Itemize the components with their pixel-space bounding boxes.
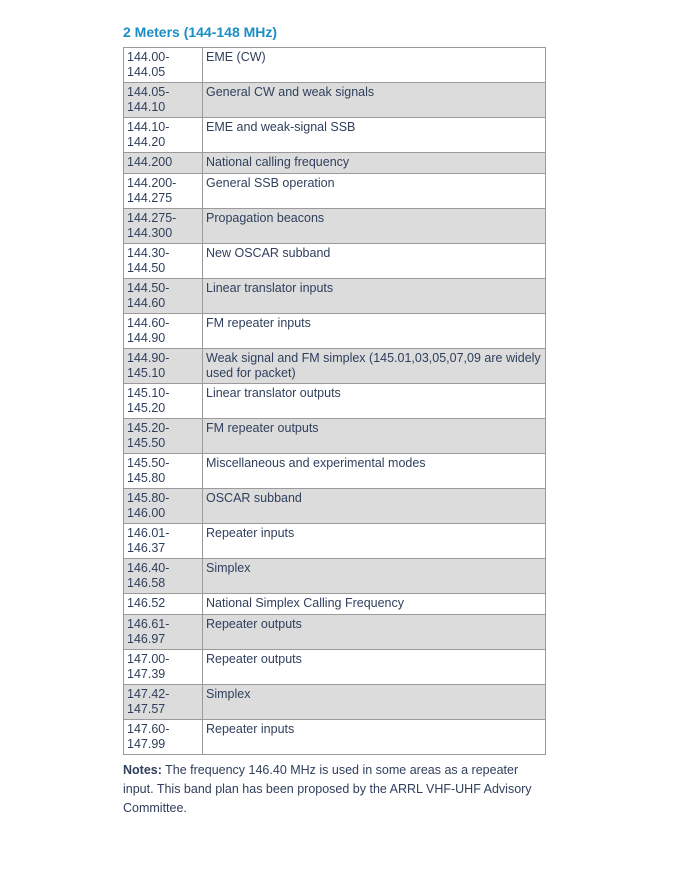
usage-cell: FM repeater outputs [203,419,546,454]
usage-cell: Weak signal and FM simplex (145.01,03,05,07,09 are widely used for packet) [203,349,546,384]
usage-cell: Repeater outputs [203,615,546,650]
table-row [124,48,546,83]
frequency-cell: 146.61- 146.97 [124,615,203,650]
frequency-cell: 147.00- 147.39 [124,650,203,685]
band-plan-table [123,47,546,755]
usage-cell: Linear translator outputs [203,384,546,419]
usage-cell: Repeater outputs [203,650,546,685]
table-row [124,720,546,755]
notes-label: Notes: [123,763,162,777]
notes-paragraph [123,761,545,818]
usage-cell: Simplex [203,559,546,594]
frequency-cell: 144.60- 144.90 [124,314,203,349]
table-row [124,118,546,153]
usage-cell: Linear translator inputs [203,279,546,314]
band-plan-section [123,23,545,818]
frequency-cell: 147.60- 147.99 [124,720,203,755]
table-row [124,279,546,314]
table-row [124,314,546,349]
frequency-cell: 144.30- 144.50 [124,244,203,279]
notes-text: The frequency 146.40 MHz is used in some areas as a repeater input. This band plan has been proposed by the ARRL VHF-UHF Advisory Committee. [123,763,532,815]
table-row [124,419,546,454]
frequency-cell: 145.50- 145.80 [124,454,203,489]
table-row [124,349,546,384]
frequency-cell: 144.10- 144.20 [124,118,203,153]
table-row [124,153,546,174]
usage-cell: EME and weak-signal SSB [203,118,546,153]
usage-cell: Repeater inputs [203,524,546,559]
table-row [124,83,546,118]
table-row [124,524,546,559]
frequency-cell: 144.50- 144.60 [124,279,203,314]
usage-cell: General SSB operation [203,174,546,209]
table-row [124,174,546,209]
table-row [124,594,546,615]
table-row [124,685,546,720]
table-row [124,384,546,419]
table-row [124,489,546,524]
usage-cell: OSCAR subband [203,489,546,524]
table-row [124,650,546,685]
frequency-cell: 146.40- 146.58 [124,559,203,594]
usage-cell: National Simplex Calling Frequency [203,594,546,615]
usage-cell: FM repeater inputs [203,314,546,349]
usage-cell: New OSCAR subband [203,244,546,279]
section-title: 2 Meters (144-148 MHz) [123,24,278,40]
usage-cell: EME (CW) [203,48,546,83]
usage-cell: Miscellaneous and experimental modes [203,454,546,489]
usage-cell: Repeater inputs [203,720,546,755]
frequency-cell: 144.200 [124,153,203,174]
frequency-cell: 144.90- 145.10 [124,349,203,384]
frequency-cell: 145.10- 145.20 [124,384,203,419]
frequency-cell: 144.275- 144.300 [124,209,203,244]
table-row [124,615,546,650]
frequency-cell: 144.200- 144.275 [124,174,203,209]
usage-cell: General CW and weak signals [203,83,546,118]
frequency-cell: 146.01- 146.37 [124,524,203,559]
frequency-cell: 146.52 [124,594,203,615]
table-row [124,244,546,279]
frequency-cell: 147.42- 147.57 [124,685,203,720]
usage-cell: Propagation beacons [203,209,546,244]
frequency-cell: 145.80- 146.00 [124,489,203,524]
table-row [124,454,546,489]
usage-cell: Simplex [203,685,546,720]
usage-cell: National calling frequency [203,153,546,174]
table-row [124,209,546,244]
frequency-cell: 145.20- 145.50 [124,419,203,454]
frequency-cell: 144.05- 144.10 [124,83,203,118]
frequency-cell: 144.00- 144.05 [124,48,203,83]
band-plan-table-body [124,48,546,755]
table-row [124,559,546,594]
